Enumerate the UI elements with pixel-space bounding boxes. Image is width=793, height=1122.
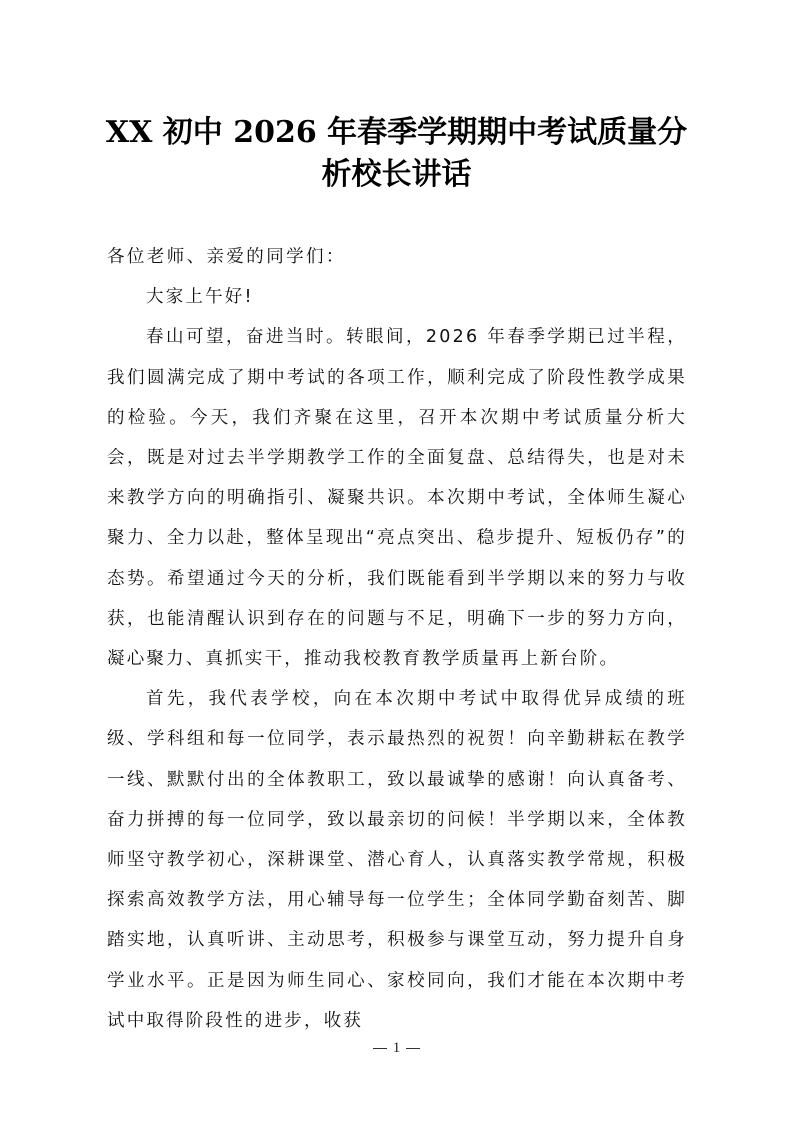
salutation: 各位老师、亲爱的同学们： [107, 247, 346, 267]
title-line-2: 析校长讲话 [321, 157, 472, 192]
paragraph: 春山可望，奋进当时。转眼间，2026 年春季学期已过半程，我们圆满完成了期中考试的各项工作，顺利完成了阶段性教学成果的检验。今天，我们齐聚在这里，召开本次期中考试质量分析大会，既是对过去半学期教学工作的全面复盘、总结得失，也是对未来教学方向的明确指引、凝聚共识。本次期中考试，全体师生凝心聚力、全力以赴，整体呈现出“亮点突出、稳步提升、短板仍存”的态势。希望通过今天的分析，我们既能看到半学期以来的努力与收获，也能清醒认识到存在的问题与不足，明确下一步的努力方向，凝心聚力、真抓实干，推动我校教育教学质量再上新台阶。 [107, 327, 687, 670]
title-line-1: XX 初中 2026 年春季学期期中考试质量分 [105, 115, 688, 150]
dash-left [373, 1048, 387, 1049]
page-number: 1 [392, 1040, 401, 1056]
document-title [100, 112, 693, 196]
dash-right [406, 1048, 420, 1049]
document-body [107, 237, 687, 1041]
greeting: 大家上午好! [146, 287, 254, 308]
page-footer [0, 1040, 793, 1057]
paragraph: 首先，我代表学校，向在本次期中考试中取得优异成绩的班级、学科组和每一位同学，表示最热烈的祝贺！向辛勤耕耘在教学一线、默默付出的全体教职工，致以最诚挚的感谢！向认真备考、奋力拼搏的每一位同学，致以最亲切的问候！半学期以来，全体教师坚守教学初心，深耕课堂、潜心育人，认真落实教学常规，积极探索高效教学方法，用心辅导每一位学生；全体同学勤奋刻苦、脚踏实地，认真听讲、主动思考，积极参与课堂互动，努力提升自身学业水平。正是因为师生同心、家校同向，我们才能在本次期中考试中取得阶段性的进步，收获 [107, 689, 687, 1031]
